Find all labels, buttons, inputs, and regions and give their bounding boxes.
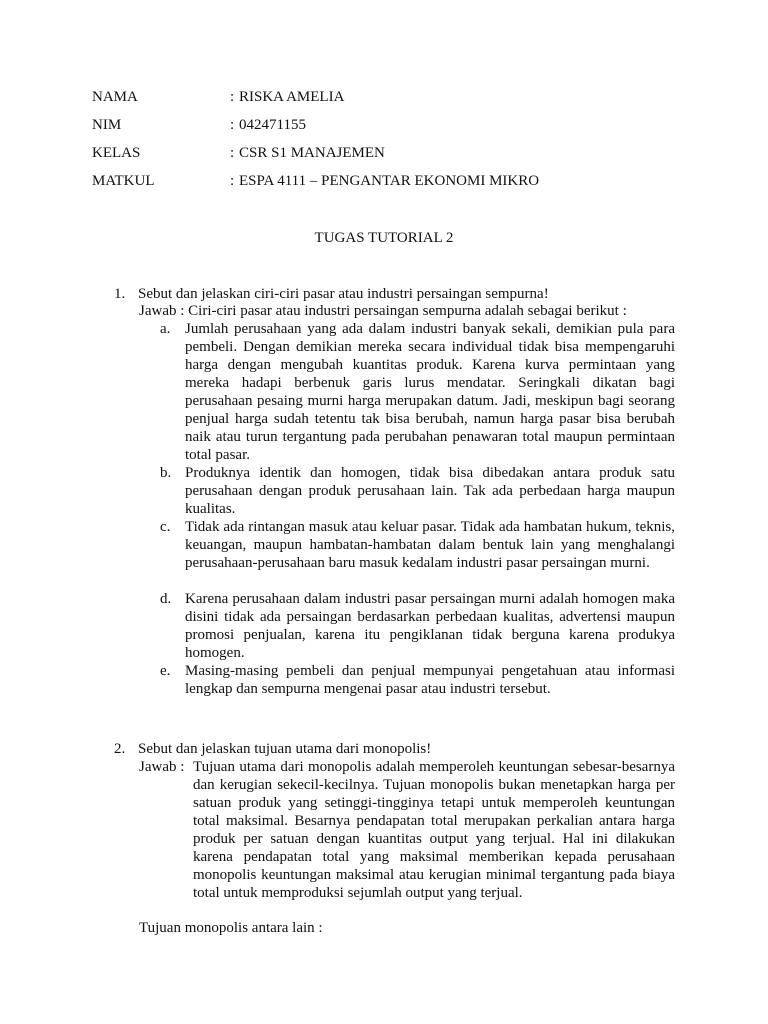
list-item-text: Masing-masing pembeli dan penjual mempunyai pengetahuan atau informasi lengkap dan sempurna mengenai pasar atau industri tersebut. xyxy=(185,663,675,697)
info-value: RISKA AMELIA xyxy=(239,89,345,105)
list-item-text: Karena perusahaan dalam industri pasar persaingan murni adalah homogen maka disini tidak ada persaingan berdasarkan perbedaan kualitas, advertensi maupun promosi penjualan, karena itu pengiklanan tidak berguna karena produkya homogen. xyxy=(185,591,675,661)
answer-followup: Tujuan monopolis antara lain : xyxy=(139,920,323,936)
info-separator: : xyxy=(230,117,235,133)
list-item-text: Produknya identik dan homogen, tidak bisa dibedakan antara produk satu perusahaan dengan produk perusahaan lain. Tak ada perbedaan harga maupun kualitas. xyxy=(185,465,675,517)
list-item-letter: b. xyxy=(160,465,172,481)
list-item-letter: a. xyxy=(160,321,171,337)
info-value: CSR S1 MANAJEMEN xyxy=(239,145,385,161)
info-row-kelas xyxy=(92,144,712,162)
list-item-text: Tidak ada rintangan masuk atau keluar pasar. Tidak ada hambatan hukum, teknis, keuangan, maupun hambatan-hambatan dalam bentuk lain yang menghalangi perusahaan-perusahaan baru masuk kedalam industri pasar persaingan murni. xyxy=(185,519,675,571)
info-label: NAMA xyxy=(92,89,138,105)
info-value: ESPA 4111 – PENGANTAR EKONOMI MIKRO xyxy=(239,173,540,189)
info-row-matkul xyxy=(92,172,712,190)
info-row-nim xyxy=(92,116,712,134)
info-row-nama xyxy=(92,88,712,106)
question-text: Sebut dan jelaskan ciri-ciri pasar atau industri persaingan sempurna! xyxy=(138,286,549,302)
question-number: 1. xyxy=(114,286,126,302)
answer-text: Tujuan utama dari monopolis adalah memperoleh keuntungan sebesar-besarnya dan kerugian sekecil-kecilnya. Tujuan monopolis bukan menetapkan harga per satuan produk yang setinggi-tingginya tetapi untuk memperoleh keuntungan total maksimal. Besarnya pendapatan total merupakan perkalian antara harga produk per satuan dengan kuantitas output yang terjual. Hal ini dilakukan karena pendapatan total yang maksimal memberikan kepada perusahaan monopolis keuntungan maksimal atau kerugian minimal tergantung pada biaya total untuk memproduksi sejumlah output yang terjual. xyxy=(193,759,675,901)
answer-label: Jawab : xyxy=(139,759,185,775)
info-separator: : xyxy=(230,89,235,105)
info-value: 042471155 xyxy=(239,117,306,133)
page-title: TUGAS TUTORIAL 2 xyxy=(314,230,454,246)
question-number: 2. xyxy=(114,741,126,757)
answer-intro: Jawab : Ciri-ciri pasar atau industri persaingan sempurna adalah sebagai berikut : xyxy=(139,303,627,319)
info-separator: : xyxy=(230,145,235,161)
info-label: KELAS xyxy=(92,145,141,161)
list-item-text: Jumlah perusahaan yang ada dalam industri banyak sekali, demikian pula para pembeli. Dengan demikian mereka secara individual tidak bisa mempengaruhi harga dengan mengubah kuantitas produk. Karena kurva permintaan yang mereka hadapi berbenuk garis lurus mendatar. Seringkali dikatan bagi perusahaan pesaing murni harga merupakan datum. Jadi, meskipun bagi seorang penjual harga sudah tetentu tak bisa berubah, namun harga pasar bisa berubah naik atau turun tergantung pada perubahan penawaran total maupun permintaan total pasar. xyxy=(185,321,675,463)
info-separator: : xyxy=(230,173,235,189)
info-label: MATKUL xyxy=(92,173,155,189)
list-item-letter: e. xyxy=(160,663,171,679)
info-label: NIM xyxy=(92,117,122,133)
list-item-letter: d. xyxy=(160,591,172,607)
list-item-letter: c. xyxy=(160,519,171,535)
question-text: Sebut dan jelaskan tujuan utama dari monopolis! xyxy=(138,741,432,757)
